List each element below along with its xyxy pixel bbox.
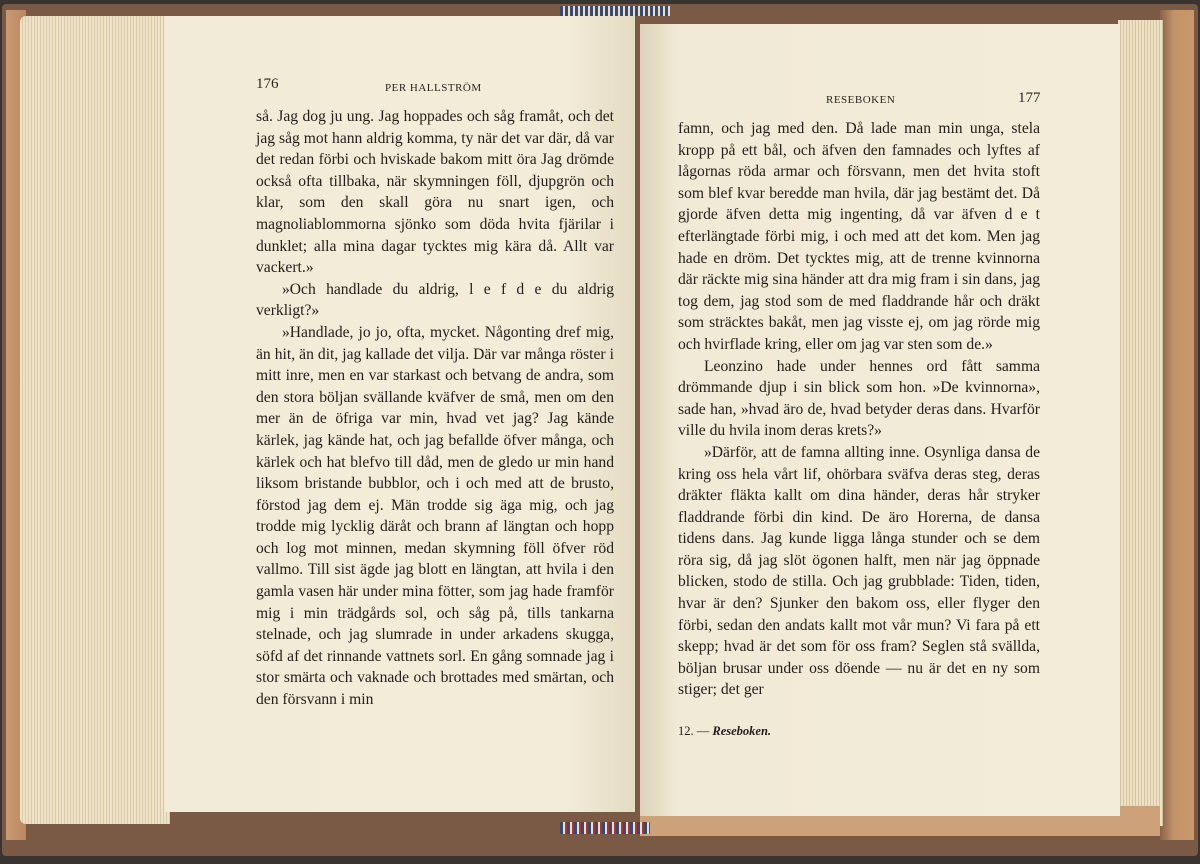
left-page-number: 176 [256, 76, 279, 92]
right-page-text [678, 118, 1040, 701]
right-paragraph-2: Leonzino hade under hennes ord fått samma drömmande djup i sin blick som hon. »De kvinnorna», sade han, »hvad äro de, hvad betyder deras dans. Hvarför ville du hvila inom deras krets?» [678, 357, 1040, 440]
signature-number: 12. — [678, 724, 710, 738]
right-page [640, 24, 1120, 816]
cover-right-edge [1160, 10, 1194, 840]
right-page-stack [1118, 20, 1163, 826]
right-page-number: 177 [1018, 90, 1041, 106]
right-paragraph-1: famn, och jag med den. Då lade man min unga, stela kropp på ett bål, och äfven den famnades och lyftes af lågornas röda armar och försvann, men det hvita stoft som blef kvar beredde man hvila, där jag bestämt det. Då gjorde äfven detta mig ingenting, då var äfven d e t efterlängtade förbi mig, i och med att det kom. Men jag hade en dröm. Det tycktes mig, att de trenne kvinnorna där räckte mig sina händer att dra mig fram i sin dans, jag tog dem, jag stod som de med fladdrande hår och dräkt som sträcktes bakåt, men jag visste ej, om jag rörde mig och hvirflade kring, eller om jag var sten som de.» [678, 120, 1040, 353]
tailband [560, 822, 650, 834]
right-paragraph-3: »Därför, att de famna allting inne. Osynliga dansa de kring oss hela vårt lif, ohörbara sväfva deras steg, deras dräkter fläkta kallt om dina händer, deras hår stryker fladdrande förbi din kind. De äro Horerna, de dansa tidens dans. Jag kunde ligga långa stunder och se dem röra sig, då jag slöt ögonen halft, men när jag öppnade blicken, stodo de stilla. Och jag grubblade: Tiden, tiden, hvar är den? Sjunker den bakom oss, eller flyger den förbi, sedan den andats kallt mot vår mun? Vi fara på ett skepp; hvad är det som för oss fram? Seglen stå svällda, böljan brusar under oss döende — nu är det en ny som stiger; det ger [678, 443, 1040, 699]
left-page [165, 16, 635, 812]
left-running-head: PER HALLSTRÖM [385, 82, 482, 94]
left-paragraph-3: »Handlade, jo jo, ofta, mycket. Någonting dref mig, än hit, än dit, jag kallade det vilja. Där var många röster i mitt inre, men en var starkast och betvang de andra, som den stora böljan svällande kväfver de små, men om den mer än de öfriga var min, hvad vet jag? Jag kände kärlek, jag kände hat, och jag befallde öfver många, och kärlek och hat blefvo till dåd, men de gledo ur min hand liksom bristande bubblor, och i och med att de brusto, förstod jag dem ej. Män trodde sig äga mig, och jag trodde mig lycklig däråt och brann af längtan och hopp och log mot minnen, medan skymning föll öfver röd vallmo. Till sist ägde jag blott en längtan, att hvila i den gamla vasen här under mina fötter, som jag hade framför mig i min trädgårds sol, och såg på, tills tankarna stelnade, och jag slumrade in under arkadens skugga, söfd af det rinnande vattnets sorl. En gång somnade jag i stor smärta och vaknade och brottades med smärtan, och den försvann i min [256, 323, 614, 709]
left-paragraph-1: så. Jag dog ju ung. Jag hoppades och såg framåt, och det jag såg mot hann aldrig komma, ty när det var där, då var det redan förbi och hviskade bakom mitt öra Jag drömde också ofta tillbaka, när skymningen föll, djupgrön och klar, som den skall göra nu snart igen, och magnoliablommorna sjönko som döda hvita fjärilar i dunklet; alla mina dagar tycktes mig kära då. Allt var vackert.» [256, 108, 614, 277]
signature-title: Reseboken. [712, 724, 772, 738]
left-page-stack [20, 16, 170, 824]
left-page-text [256, 106, 614, 711]
headband [560, 6, 670, 16]
right-running-head: RESEBOKEN [826, 94, 896, 106]
left-paragraph-2: »Och handlade du aldrig, l e f d e du aldrig verkligt?» [256, 280, 614, 320]
signature-mark [678, 724, 771, 739]
